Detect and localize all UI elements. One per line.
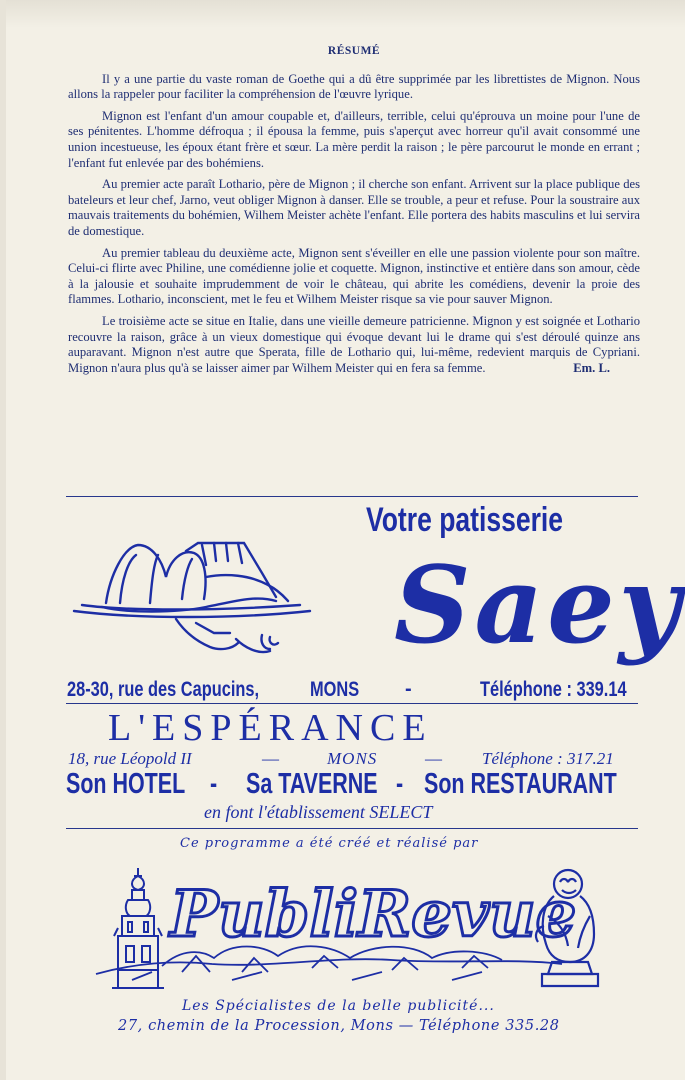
saey-phone: Téléphone : 339.14 [480,678,627,701]
resume-signature: Em. L. [573,360,610,375]
saey-city: MONS [310,678,360,701]
esperance-taverne: Sa TAVERNE [246,768,378,800]
monkey-statue-icon [532,866,608,990]
program-credit: Ce programme a été créé et réalisé par [180,836,479,851]
esperance-separator-2: — [425,749,442,768]
saey-separator: - [405,678,412,700]
publirevue-address: 27, chemin de la Procession, Mons — Téléphone 335.28 [118,1018,560,1034]
page-left-edge [0,0,6,1080]
esperance-city: MONS [327,749,378,768]
esperance-sep-1: - [210,768,218,800]
resume-title: RÉSUMÉ [327,45,381,57]
esperance-restaurant: Son RESTAURANT [424,768,617,800]
esperance-title: L'ESPÉRANCE [108,707,433,749]
resume-paragraph-2: Mignon est l'enfant d'un amour coupable et, d'ailleurs, terrible, celui qu'éprouva un moine pour l'une de ses pénitentes. L'homme défroqua ; il épousa la femme, puis s'aperçut avec horreur qu'il avait consommé une union incestueuse, les époux étant frère et sœur. La mère perdit la raison ; le père parcourut le monde en errant ; l'enfant fut enlevée par des bohémiens. [68,108,640,170]
saey-tagline: Votre patisserie [366,501,564,539]
resume-section [68,44,640,382]
publirevue-logo-text: PubliRevue [170,877,577,952]
esperance-address: 18, rue Léopold II [68,749,192,768]
publirevue-specialists: Les Spécialistes de la belle publicité... [182,998,495,1014]
esperance-sep-2: - [396,768,404,800]
esperance-hotel: Son HOTEL [66,768,186,800]
divider-middle [66,703,638,704]
esperance-separator-1: — [262,749,279,768]
saey-brand-name: Saey [394,542,685,667]
cake-tray-illustration [66,515,316,675]
esperance-select-line: en font l'établissement SELECT [204,802,433,822]
page-top-shadow [0,0,685,28]
divider-top [66,496,638,497]
resume-paragraph-4: Au premier tableau du deuxième acte, Mignon sent s'éveiller en elle une passion violente pour son maître. Celui-ci flirte avec Philine, une comédienne jolie et coquette. Mignon, instinctive et entière dans son amour, cède à la jalousie et souhaite imprudemment de voir le château, qui abrite les comédiens, devenir la proie des flammes. Lothario, inconscient, met le feu et Wilhem Meister risque sa vie pour sauver Mignon. [68,245,640,307]
resume-paragraph-3: Au premier acte paraît Lothario, père de Mignon ; il cherche son enfant. Arrivent sur la place publique des bateleurs et leur chef, Jarno, veut obliger Mignon à danser. Elle se trouble, a peur et refuse. Pour la soustraire aux mauvais traitements du bohémien, Wilhem Meister achète l'enfant. Elle portera des habits masculins et lui servira de domestique. [68,177,640,238]
esperance-phone: Téléphone : 317.21 [482,749,614,768]
resume-paragraph-5 [68,314,640,376]
resume-paragraph-5-text: Le troisième acte se situe en Italie, dans une vieille demeure patricienne. Mignon y est soignée et Lothario recouvre la raison, grâce à un vieux domestique qui évoque devant lui le drame qui s'est déroulé quinze ans auparavant. Mignon n'est autre que Sperata, fille de Lothario qui, lui-même, redevient marquis de Cypriani. Mignon n'aura plus qu'à se laisser aimer par Wilhem Meister qui en fera sa femme. [68,313,640,375]
resume-paragraph-1: Il y a une partie du vaste roman de Goethe qui a dû être supprimée par les librettistes de Mignon. Nous allons la rappeler pour faciliter la compréhension de l'œuvre lyrique. [68,71,640,102]
divider-bottom [66,828,638,829]
saey-address: 28-30, rue des Capucins, [67,678,260,701]
